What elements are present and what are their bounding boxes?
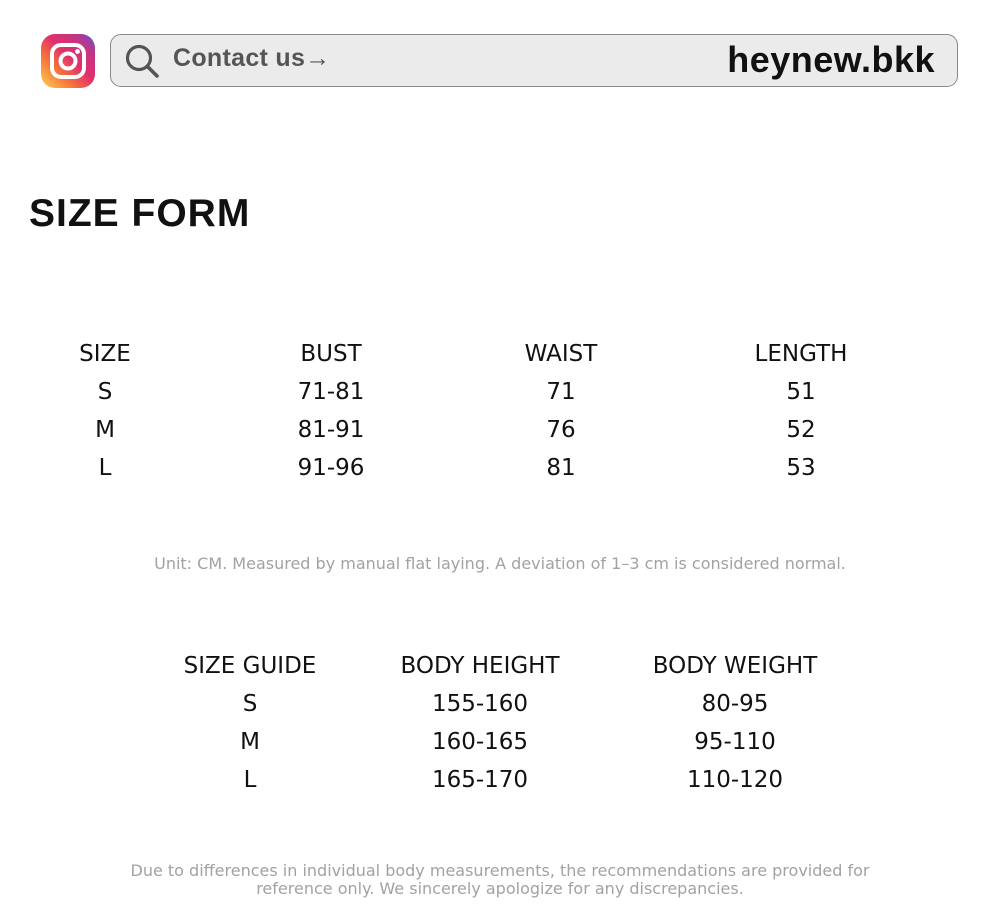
- size-cell: S: [242, 691, 258, 717]
- page-title: SIZE FORM: [29, 192, 251, 235]
- bust-cell: 71-81: [297, 379, 365, 405]
- height-cell: 160-165: [431, 729, 529, 755]
- column-header-size: SIZE: [79, 341, 131, 367]
- height-cell: 155-160: [431, 691, 529, 717]
- disclaimer-line-1: Due to differences in individual body measurements, the recommendations are provided for: [130, 861, 870, 880]
- size-cell: L: [98, 455, 112, 481]
- column-header-body-weight: BODY WEIGHT: [652, 653, 818, 679]
- size-cell: M: [240, 729, 260, 755]
- weight-cell: 110-120: [686, 767, 784, 793]
- waist-cell: 81: [546, 455, 576, 481]
- weight-cell: 95-110: [694, 729, 776, 755]
- column-header-bust: BUST: [300, 341, 362, 367]
- waist-cell: 76: [546, 417, 576, 443]
- bust-cell: 91-96: [297, 455, 365, 481]
- column-header-waist: WAIST: [524, 341, 598, 367]
- length-cell: 51: [786, 379, 816, 405]
- length-cell: 53: [786, 455, 816, 481]
- account-handle: heynew.bkk: [727, 39, 935, 80]
- unit-note: Unit: CM. Measured by manual flat laying. A deviation of 1–3 cm is considered normal.: [154, 554, 846, 573]
- size-cell: M: [95, 417, 115, 443]
- instagram-icon[interactable]: [41, 34, 95, 88]
- column-header-length: LENGTH: [754, 341, 848, 367]
- length-cell: 52: [786, 417, 816, 443]
- height-cell: 165-170: [431, 767, 529, 793]
- weight-cell: 80-95: [701, 691, 769, 717]
- contact-us-label: Contact us→: [173, 44, 331, 72]
- contact-search-bar[interactable]: [110, 34, 958, 87]
- size-cell: S: [97, 379, 113, 405]
- waist-cell: 71: [546, 379, 576, 405]
- column-header-body-height: BODY HEIGHT: [400, 653, 560, 679]
- search-icon: [123, 42, 161, 80]
- disclaimer-line-2: reference only. We sincerely apologize for any discrepancies.: [256, 879, 744, 898]
- bust-cell: 81-91: [297, 417, 365, 443]
- column-header-size-guide: SIZE GUIDE: [183, 653, 317, 679]
- size-cell: L: [243, 767, 257, 793]
